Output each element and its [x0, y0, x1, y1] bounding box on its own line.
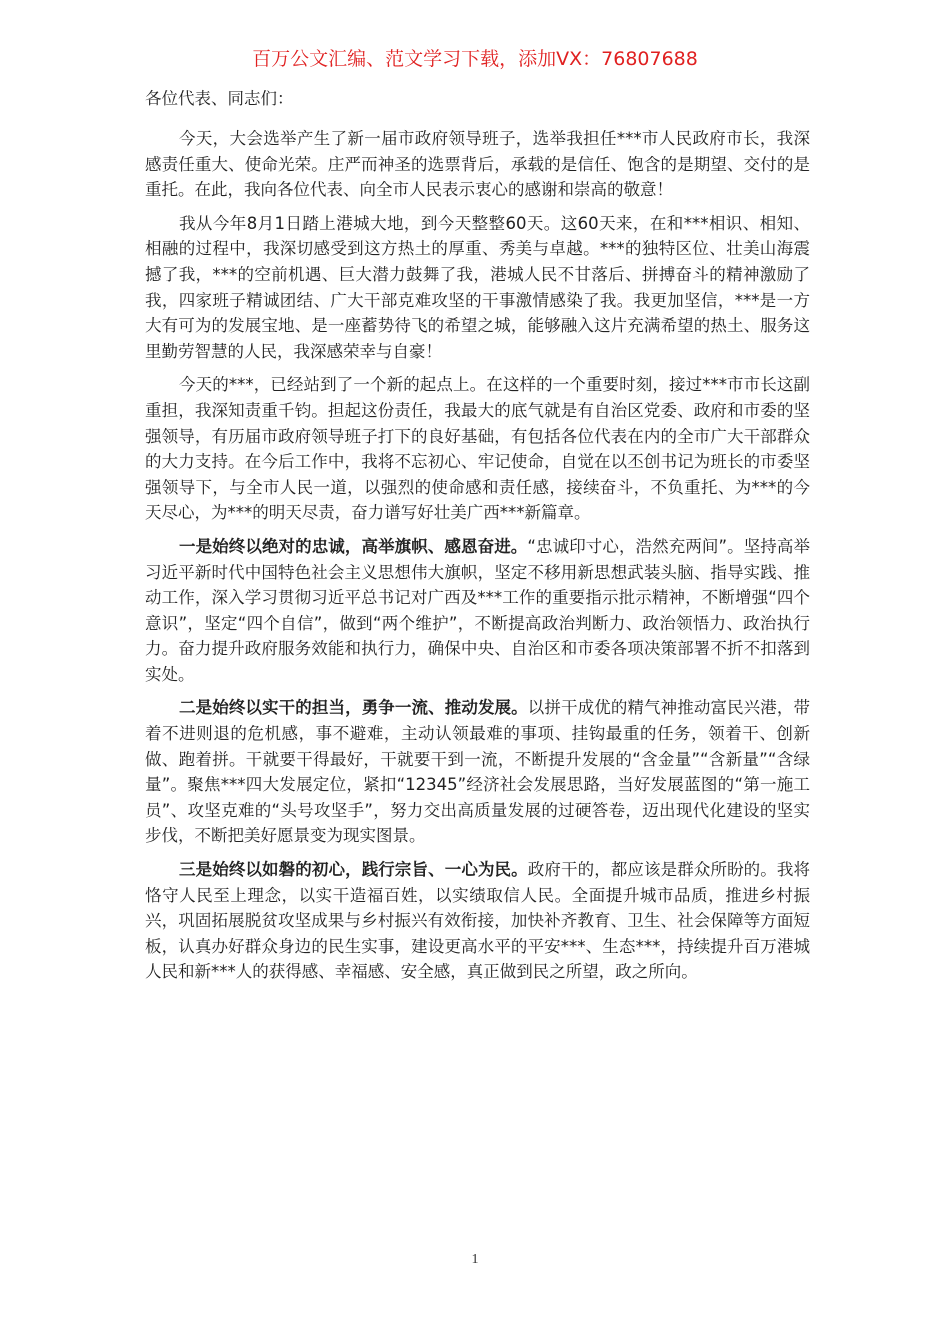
document-body: [145, 86, 810, 993]
salutation: 各位代表、同志们：: [145, 89, 294, 108]
paragraph-lead: 二是始终以实干的担当，勇争一流、推动发展。: [179, 698, 528, 718]
paragraph-text: 我从今年8月1日踏上港城大地，到今天整整60天。这60天来，在和***相识、相知、相融的过程中，我深切感受到这方热土的厚重、秀美与卓越。***的独特区位、壮美山海震撼了我，***的空前机遇、巨大潜力鼓舞了我，港城人民不甘落后、拼搏奋斗的精神激励了我，四家班子精诚团结、广大干部克难攻坚的干事激情感染了我。我更加坚信，***是一方大有可为的发展宝地、是一座蓄势待飞的希望之城，能够融入这片充满希望的热土、服务这里勤劳智慧的人民，我深感荣幸与自豪！: [145, 213, 810, 361]
page-number: 1: [471, 1252, 479, 1267]
paragraph: [145, 857, 810, 985]
paragraph-lead: 一是始终以绝对的忠诚，高举旗帜、感恩奋进。: [179, 536, 528, 556]
paragraph: [145, 695, 810, 849]
paragraph-lead: 三是始终以如磐的初心，践行宗旨、一心为民。: [179, 860, 528, 880]
paragraph: [145, 372, 810, 526]
paragraph: [145, 534, 810, 688]
paragraph-text: 以拼干成优的精气神推动富民兴港，带着不进则退的危机感，事不避难，主动认领最难的事项、挂钩最重的任务，领着干、创新做、跑着拼。干就要干得最好，干就要干到一流，不断提升发展的“含金量”“含新量”“含绿量”。聚焦***四大发展定位，紧扣“12345”经济社会发展思路，当好发展蓝图的“第一施工员”、攻坚克难的“头号攻坚手”，努力交出高质量发展的过硬答卷，迈出现代化建设的坚实步伐，不断把美好愿景变为现实图景。: [145, 698, 811, 846]
paragraph: [145, 126, 810, 203]
paragraph-text: 政府干的，都应该是群众所盼的。我将恪守人民至上理念，以实干造福百姓，以实绩取信人民。全面提升城市品质，推进乡村振兴，巩固拓展脱贫攻坚成果与乡村振兴有效衔接，加快补齐教育、卫生、社会保障等方面短板，认真办好群众身边的民生实事，建设更高水平的平安***、生态***，持续提升百万港城人民和新***人的获得感、幸福感、安全感，真正做到民之所望，政之所向。: [145, 860, 811, 982]
paragraph-text: 今天的***，已经站到了一个新的起点上。在这样的一个重要时刻，接过***市市长这副重担，我深知责重千钧。担起这份责任，我最大的底气就是有自治区党委、政府和市委的坚强领导，有历届市政府领导班子打下的良好基础，有包括各位代表在内的全市广大干部群众的大力支持。在今后工作中，我将不忘初心、牢记使命，自觉在以丕创书记为班长的市委坚强领导下，与全市人民一道，以强烈的使命感和责任感，接续奋斗，不负重托、为***的今天尽心，为***的明天尽责，奋力谱写好壮美广西***新篇章。: [145, 375, 810, 523]
paragraph: [145, 211, 810, 365]
download-banner: 百万公文汇编、范文学习下载，添加VX：76807688: [252, 48, 698, 70]
paragraph-text: 今天，大会选举产生了新一届市政府领导班子，选举我担任***市人民政府市长，我深感责任重大、使命光荣。庄严而神圣的选票背后，承载的是信任、饱含的是期望、交付的是重托。在此，我向各位代表、向全市人民表示衷心的感谢和崇高的敬意！: [145, 129, 810, 200]
paragraph-text: “忠诚印寸心，浩然充两间”。坚持高举习近平新时代中国特色社会主义思想伟大旗帜，坚定不移用新思想武装头脑、指导实践、推动工作，深入学习贯彻习近平总书记对广西及***工作的重要指示批示精神，不断增强“四个意识”，坚定“四个自信”，做到“两个维护”，不断提高政治判断力、政治领悟力、政治执行力。奋力提升政府服务效能和执行力，确保中央、自治区和市委各项决策部署不折不扣落到实处。: [145, 536, 810, 684]
